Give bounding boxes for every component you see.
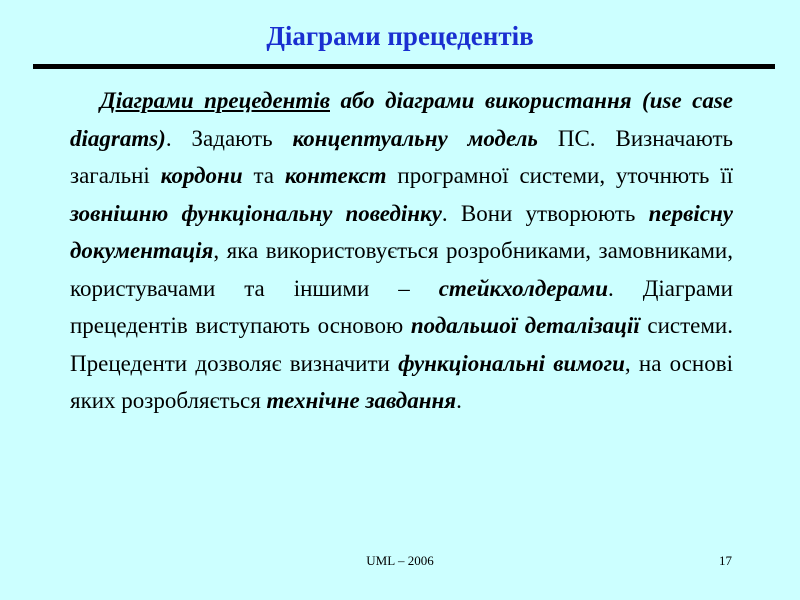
term-context: контекст xyxy=(284,163,387,188)
term-further-detailing: подальшої деталізації xyxy=(410,313,640,338)
term-technical-specification: технічне завдання xyxy=(266,388,457,413)
term-functional-requirements: функціональні вимоги xyxy=(398,350,625,376)
footer-label: UML – 2006 xyxy=(366,553,434,568)
title-divider xyxy=(33,64,775,69)
term-use-diagrams: або діаграми використання (use case diagrams) xyxy=(70,88,733,151)
text-segment: . Вони утворюють xyxy=(441,200,649,226)
term-use-case-diagrams: Діаграми прецедентів xyxy=(100,88,330,113)
text-segment: , яка використовується розробниками, замовниками, користувачами та іншими – xyxy=(70,238,733,301)
text-segment: . Діаграми прецедентів виступають основою xyxy=(70,275,733,338)
text-segment: програмної системи, уточнють її xyxy=(386,163,733,188)
text-segment: системи. Прецеденти дозволяє визначити xyxy=(70,313,733,376)
page-number: 17 xyxy=(719,553,732,568)
body-paragraph xyxy=(70,82,733,420)
text-segment: . Задають xyxy=(165,125,293,151)
text-segment: , на основі яких розробляється xyxy=(70,350,733,413)
text-segment: та xyxy=(242,163,285,188)
text-segment: . xyxy=(456,388,462,413)
term-initial-documentation: первісну документація xyxy=(70,200,733,263)
term-stakeholders: стейкхолдерами xyxy=(438,275,608,301)
term-boundaries: кордони xyxy=(160,163,243,188)
slide-title: Діаграми прецедентів xyxy=(266,21,534,51)
term-external-behavior: зовнішню функціональну поведінку xyxy=(70,200,442,226)
term-conceptual-model: концептуальну модель xyxy=(292,125,538,151)
text-segment: ПС. Визначають загальні xyxy=(70,125,733,188)
